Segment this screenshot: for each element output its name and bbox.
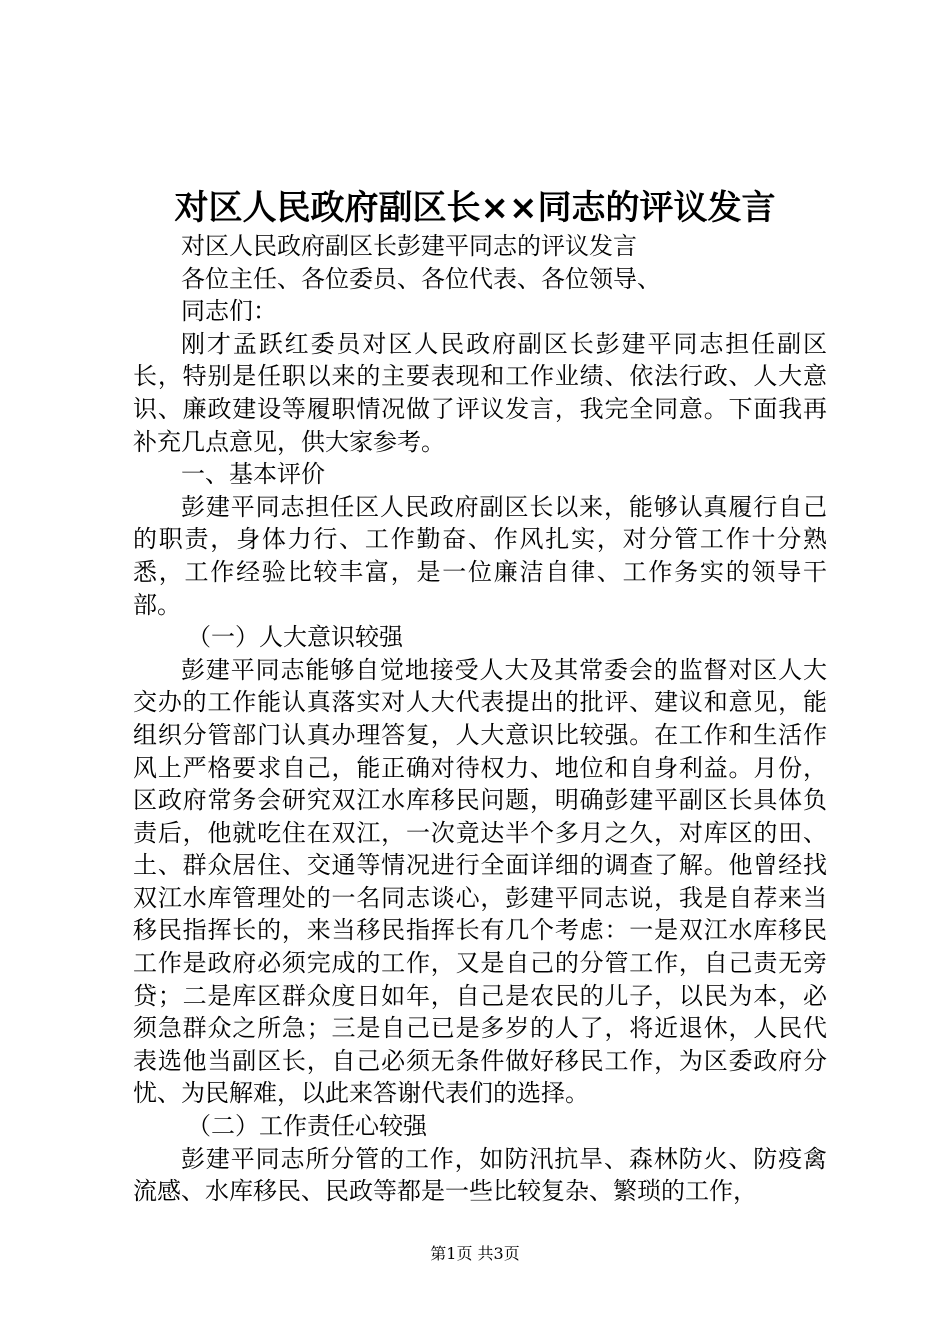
paragraph-basic-evaluation: 彭建平同志担任区人民政府副区长以来，能够认真履行自己的职责，身体力行、工作勤奋、作风扎实，对分管工作十分熟悉，工作经验比较丰富，是一位廉洁自律、工作务实的领导干部。 [133, 492, 827, 619]
paragraph-npc-awareness: 彭建平同志能够自觉地接受人大及其常委会的监督对区人大交办的工作能认真落实对人大代表提出的批评、建议和意见，能组织分管部门认真办理答复，人大意识比较强。在工作和生活作风上严格要求自己，能正确对待权力、地位和自身利益。月份，区政府常务会研究双江水库移民问题，明确彭建平副区长具体负责后，他就吃住在双江，一次竟达半个多月之久，对库区的田、土、群众居住、交通等情况进行全面详细的调查了解。他曾经找双江水库管理处的一名同志谈心，彭建平同志说，我是自荐来当移民指挥长的，来当移民指挥长有几个考虑：一是双江水库移民工作是政府必须完成的工作，又是自己的分管工作，自己责无旁贷；二是库区群众度日如年，自己是农民的儿子，以民为本，必须急群众之所急；三是自己已是多岁的人了，将近退休，人民代表选他当副区长，自己必须无条件做好移民工作，为区委政府分忧、为民解难，以此来答谢代表们的选择。 [133, 655, 827, 1108]
paragraph-subtitle: 对区人民政府副区长彭建平同志的评议发言 [181, 232, 637, 260]
subsection-heading-npc-awareness: （一）人大意识较强 [187, 623, 403, 652]
paragraph-salutation: 各位主任、各位委员、各位代表、各位领导、 [181, 264, 661, 293]
page-footer: 第1页 共3页 [430, 1244, 520, 1263]
subsection-heading-responsibility: （二）工作责任心较强 [187, 1112, 427, 1141]
paragraph-salutation-comrades: 同志们： [181, 297, 277, 326]
document-title: 对区人民政府副区长××同志的评议发言 [174, 188, 776, 228]
paragraph-responsibility: 彭建平同志所分管的工作，如防汛抗旱、森林防火、防疫禽流感、水库移民、民政等都是一些比较复杂、繁琐的工作， [133, 1144, 827, 1206]
document-body [133, 230, 827, 1208]
section-heading-basic-evaluation: 一、基本评价 [181, 460, 325, 489]
paragraph-intro: 刚才孟跃红委员对区人民政府副区长彭建平同志担任副区长，特别是任职以来的主要表现和工作业绩、依法行政、人大意识、廉政建设等履职情况做了评议发言，我完全同意。下面我再补充几点意见，供大家参考。 [133, 329, 827, 456]
